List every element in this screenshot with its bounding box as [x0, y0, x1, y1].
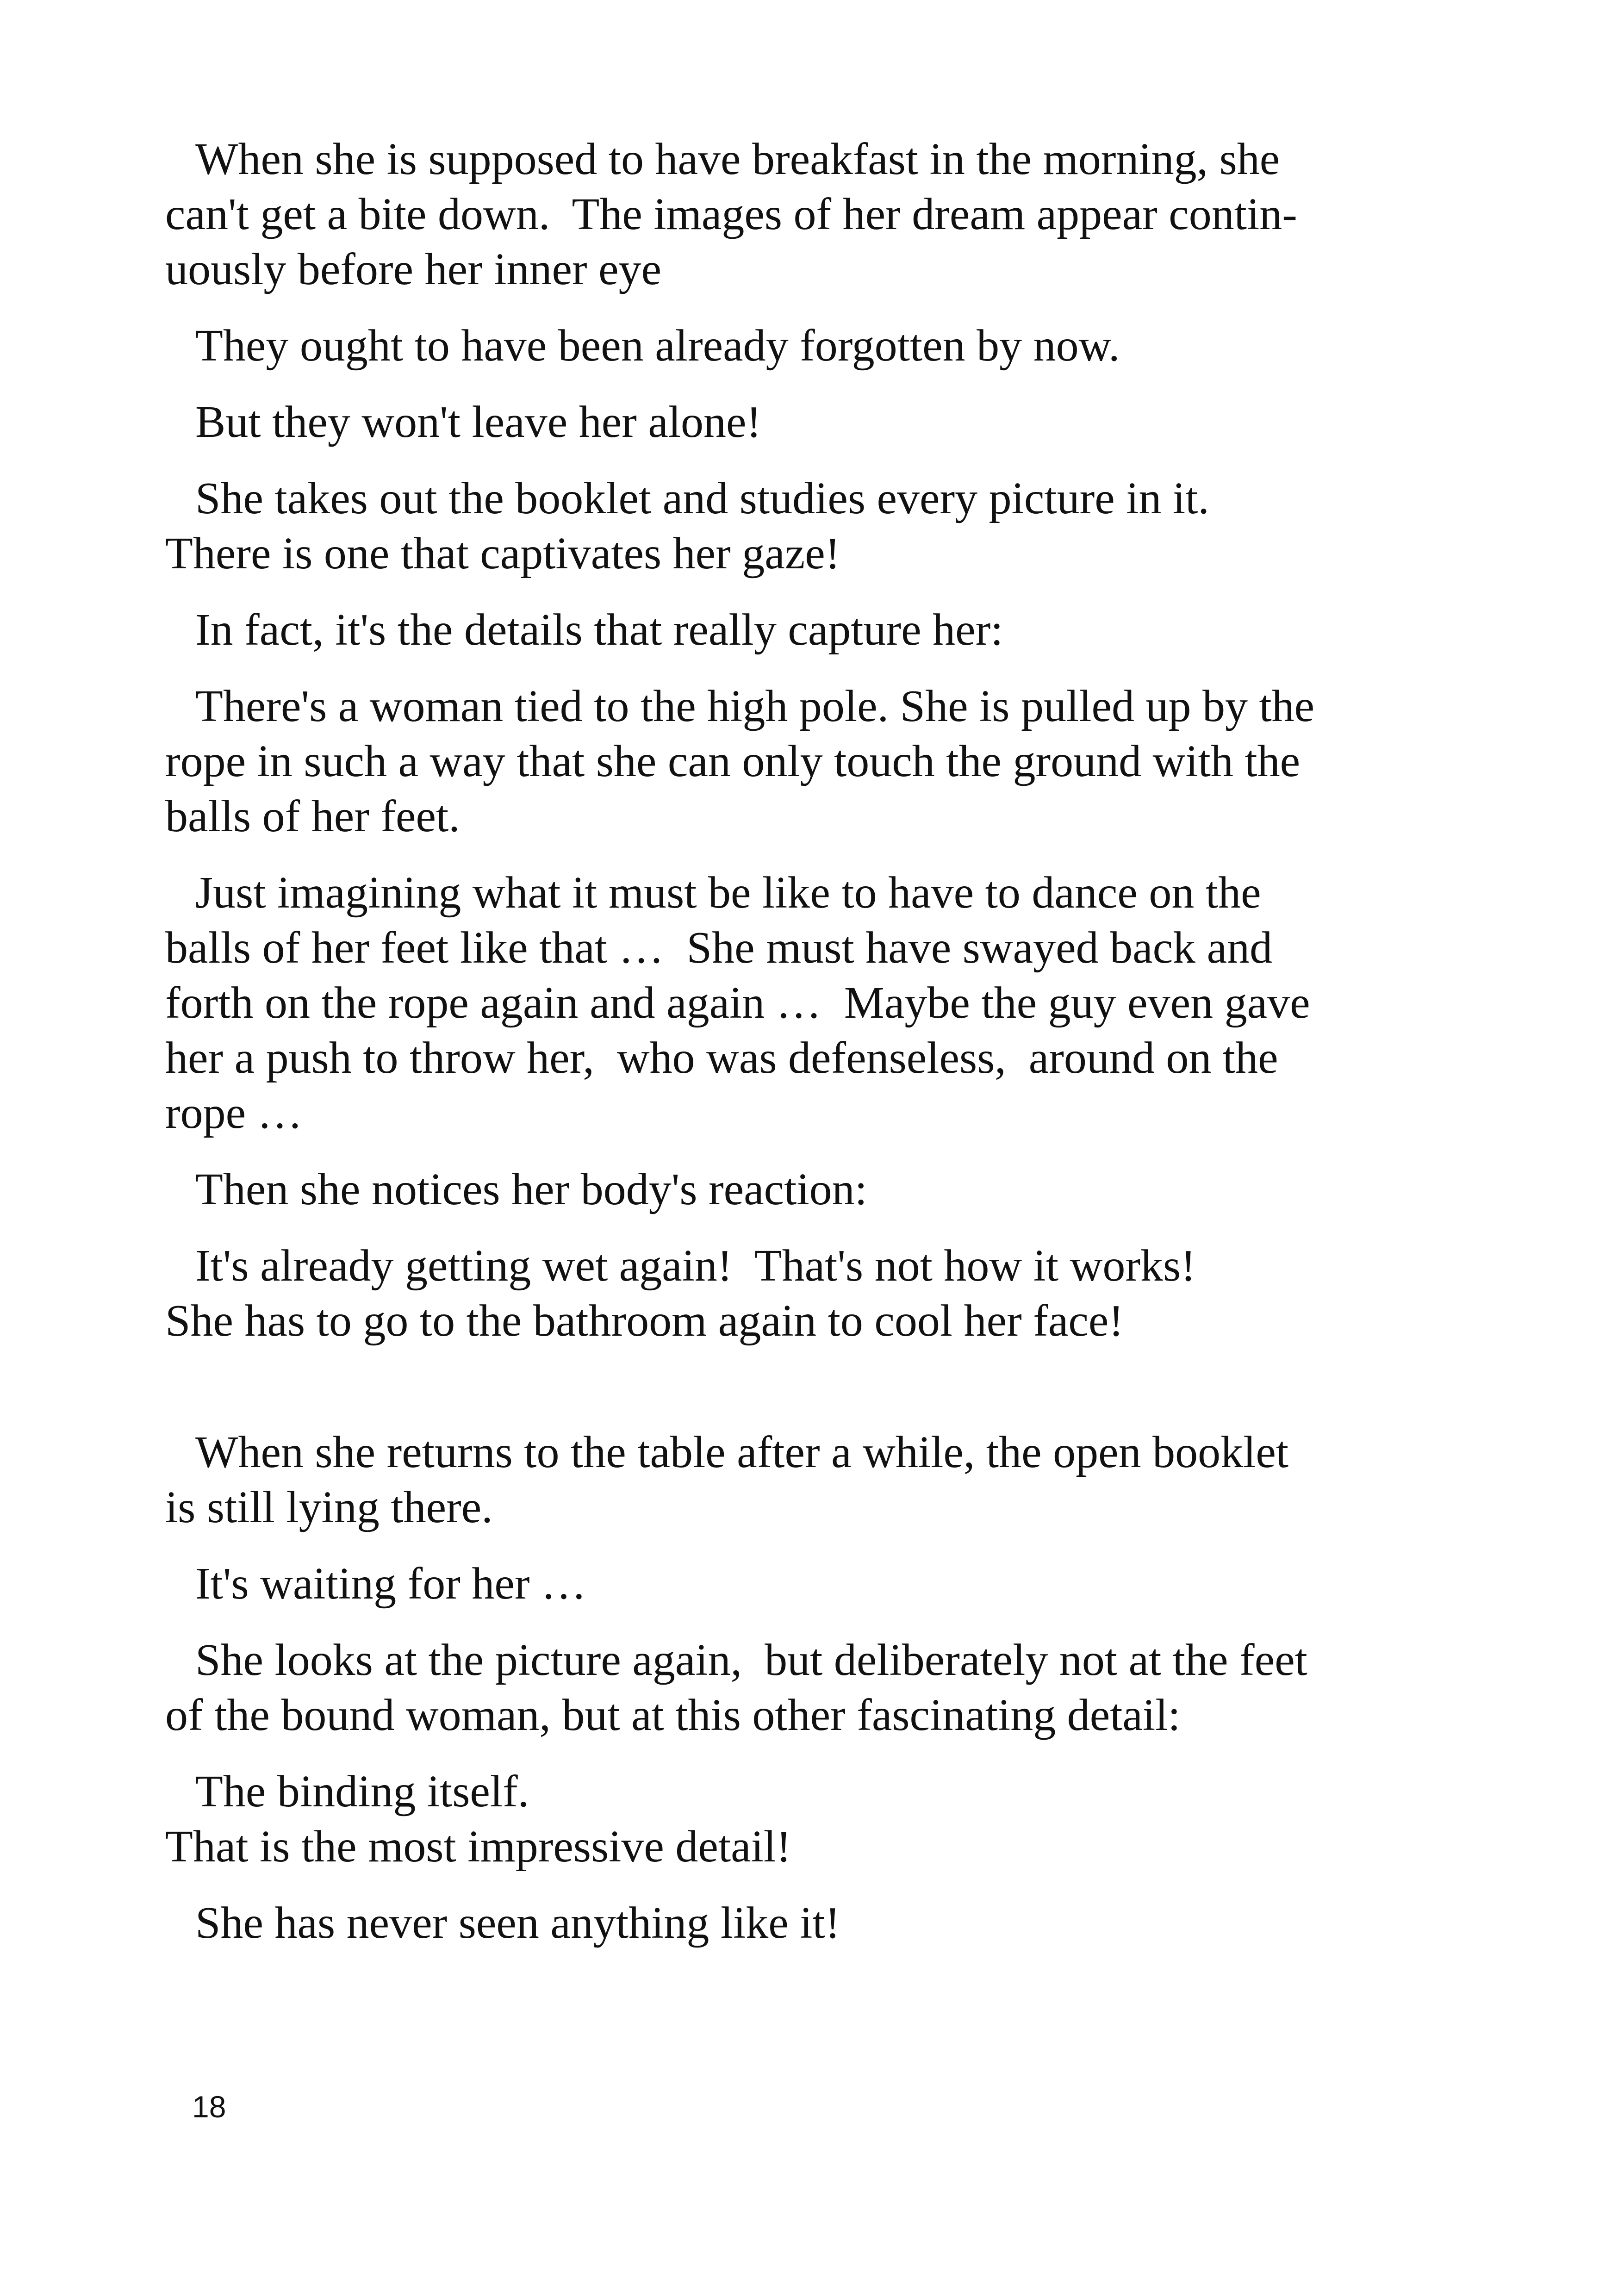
- text-line: is still lying there.: [165, 1482, 493, 1532]
- text-line: When she returns to the table after a while, the open booklet: [195, 1427, 1289, 1477]
- text-line: rope in such a way that she can only touch the ground with the: [165, 736, 1301, 786]
- paragraph-waiting: [165, 1556, 1443, 1612]
- text-line: balls of her feet.: [165, 791, 460, 841]
- paragraph-returns: [165, 1425, 1443, 1535]
- paragraph-imagining: [165, 865, 1443, 1141]
- text-line: But they won't leave her alone!: [195, 397, 762, 447]
- body-text: [165, 132, 1443, 1972]
- paragraph-never-seen: [165, 1896, 1443, 1951]
- text-line: uously before her inner eye: [165, 244, 662, 294]
- text-line: In fact, it's the details that really capture her:: [195, 605, 1003, 655]
- text-line: They ought to have been already forgotten by now.: [195, 321, 1120, 371]
- paragraph-forgotten: [165, 318, 1443, 373]
- page-number: 18: [192, 2090, 226, 2124]
- text-line: There's a woman tied to the high pole. She is pulled up by the: [195, 681, 1315, 731]
- text-line: balls of her feet like that … She must have swayed back and: [165, 923, 1273, 973]
- paragraph-details: [165, 603, 1443, 658]
- paragraph-reaction: [165, 1162, 1443, 1217]
- text-line: can't get a bite down. The images of her dream appear contin-: [165, 189, 1297, 239]
- text-line: She has never seen anything like it!: [195, 1898, 840, 1948]
- paragraph-alone: [165, 395, 1443, 450]
- text-line: It's waiting for her …: [195, 1559, 587, 1609]
- text-line: rope …: [165, 1088, 303, 1138]
- paragraph-pole: [165, 679, 1443, 844]
- text-line: She looks at the picture again, but deliberately not at the feet: [195, 1635, 1307, 1685]
- paragraph-breakfast: [165, 132, 1443, 297]
- text-line: There is one that captivates her gaze!: [165, 529, 840, 579]
- paragraph-picture-again: [165, 1633, 1443, 1743]
- paragraph-binding: [165, 1764, 1443, 1874]
- text-line: She has to go to the bathroom again to cool her face!: [165, 1296, 1124, 1346]
- text-line: She takes out the booklet and studies every picture in it.: [195, 473, 1209, 523]
- text-line: It's already getting wet again! That's not how it works!: [195, 1241, 1196, 1291]
- paragraph-wet: [165, 1238, 1443, 1349]
- text-line: The binding itself.: [195, 1767, 529, 1817]
- text-line: When she is supposed to have breakfast in the morning, she: [195, 134, 1280, 184]
- text-line: her a push to throw her, who was defenseless, around on the: [165, 1033, 1278, 1083]
- text-line: That is the most impressive detail!: [165, 1822, 791, 1872]
- text-line: of the bound woman, but at this other fascinating detail:: [165, 1690, 1181, 1740]
- paragraph-booklet: [165, 471, 1443, 581]
- text-line: Then she notices her body's reaction:: [195, 1164, 867, 1214]
- text-line: Just imagining what it must be like to have to dance on the: [195, 868, 1261, 918]
- text-line: forth on the rope again and again … Maybe the guy even gave: [165, 978, 1310, 1028]
